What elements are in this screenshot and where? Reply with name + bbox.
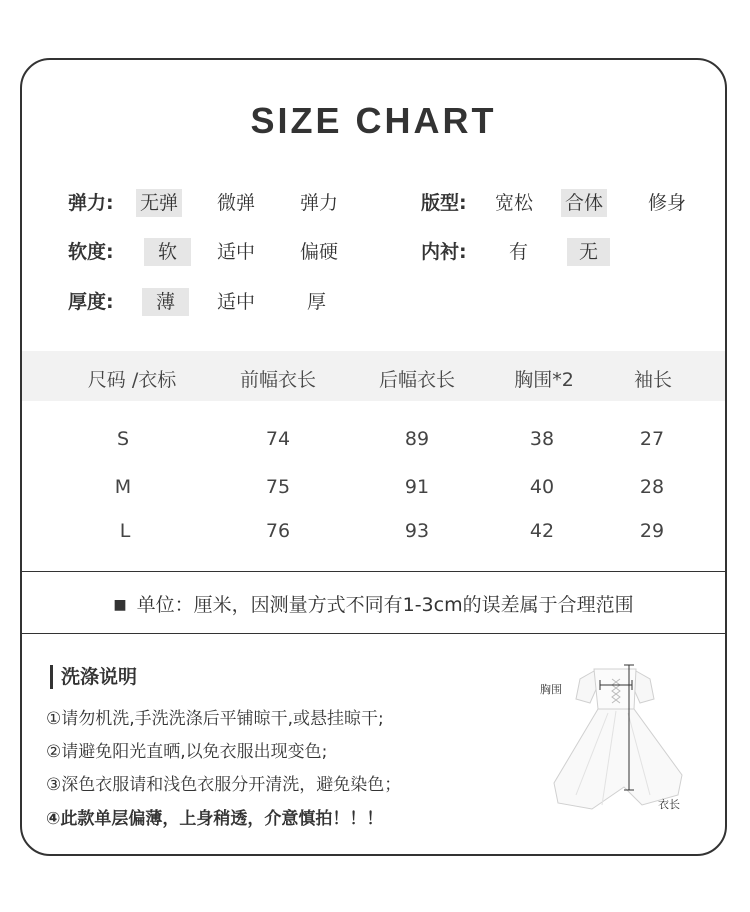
- header-chest: 胸围*2: [514, 369, 574, 391]
- attr-lining: [421, 238, 721, 266]
- chest-label: 胸围: [540, 683, 562, 696]
- cell-sleeve: 27: [639, 428, 665, 450]
- attr-option: 弹力: [300, 192, 339, 214]
- attr-option: 微弹: [217, 192, 256, 214]
- attr-fit: [421, 189, 721, 217]
- header-sleeve: 袖长: [633, 369, 673, 391]
- cell-back-length: 89: [404, 428, 430, 450]
- attr-option: 修身: [648, 192, 687, 214]
- attr-option: 有: [509, 241, 529, 263]
- care-line: ②请避免阳光直晒,以免衣服出现变色;: [46, 742, 328, 762]
- attr-option: 合体: [561, 189, 607, 217]
- attr-option: 软: [144, 238, 191, 266]
- unit-note: [22, 590, 725, 617]
- attr-option: 宽松: [495, 192, 534, 214]
- size-chart-card: [20, 58, 727, 856]
- cell-size: L: [119, 520, 131, 542]
- attr-option: 适中: [217, 291, 256, 313]
- cell-chest: 38: [529, 428, 555, 450]
- attr-option: 无: [567, 238, 610, 266]
- attr-label: 内衬:: [421, 241, 467, 263]
- cell-chest: 40: [529, 476, 555, 498]
- cell-chest: 42: [529, 520, 555, 542]
- length-label: 衣长: [658, 798, 680, 811]
- care-title: 洗涤说明: [50, 665, 137, 689]
- attr-label: 软度:: [68, 241, 114, 263]
- cell-back-length: 91: [404, 476, 430, 498]
- attr-option: 偏硬: [300, 241, 339, 263]
- care-line-warning: ④此款单层偏薄，上身稍透，介意慎拍！！！: [46, 809, 384, 829]
- divider: [22, 633, 725, 634]
- attr-label: 弹力:: [68, 192, 114, 214]
- cell-front-length: 75: [265, 476, 291, 498]
- header-back-length: 后幅衣长: [378, 369, 456, 391]
- care-line: ③深色衣服请和浅色衣服分开清洗，避免染色；: [46, 775, 402, 795]
- cell-front-length: 76: [265, 520, 291, 542]
- care-line: ①请勿机洗,手洗洗涤后平铺晾干,或悬挂晾干;: [46, 709, 384, 729]
- cell-sleeve: 28: [639, 476, 665, 498]
- attr-option: 无弹: [136, 189, 182, 217]
- header-front-length: 前幅衣长: [239, 369, 317, 391]
- unit-note-text: 单位：厘米，因测量方式不同有1-3cm的误差属于合理范围: [136, 594, 634, 616]
- size-table-header: [22, 351, 725, 401]
- divider: [22, 571, 725, 572]
- dress-illustration: [532, 655, 712, 815]
- page-title: SIZE CHART: [250, 100, 497, 141]
- cell-back-length: 93: [404, 520, 430, 542]
- cell-size: M: [114, 476, 132, 498]
- attr-label: 版型:: [421, 192, 467, 214]
- header-size: 尺码 /衣标: [87, 369, 177, 391]
- attr-label: 厚度:: [68, 291, 114, 313]
- cell-size: S: [116, 428, 130, 450]
- attr-option: 适中: [217, 241, 256, 263]
- dress-diagram: [532, 655, 712, 815]
- attr-elasticity: [68, 189, 368, 217]
- cell-front-length: 74: [265, 428, 291, 450]
- attr-thickness: [68, 288, 368, 316]
- cell-sleeve: 29: [639, 520, 665, 542]
- bullet-icon: ■: [113, 597, 127, 613]
- attr-option: 薄: [142, 288, 189, 316]
- attr-softness: [68, 238, 368, 266]
- attr-option: 厚: [307, 291, 327, 313]
